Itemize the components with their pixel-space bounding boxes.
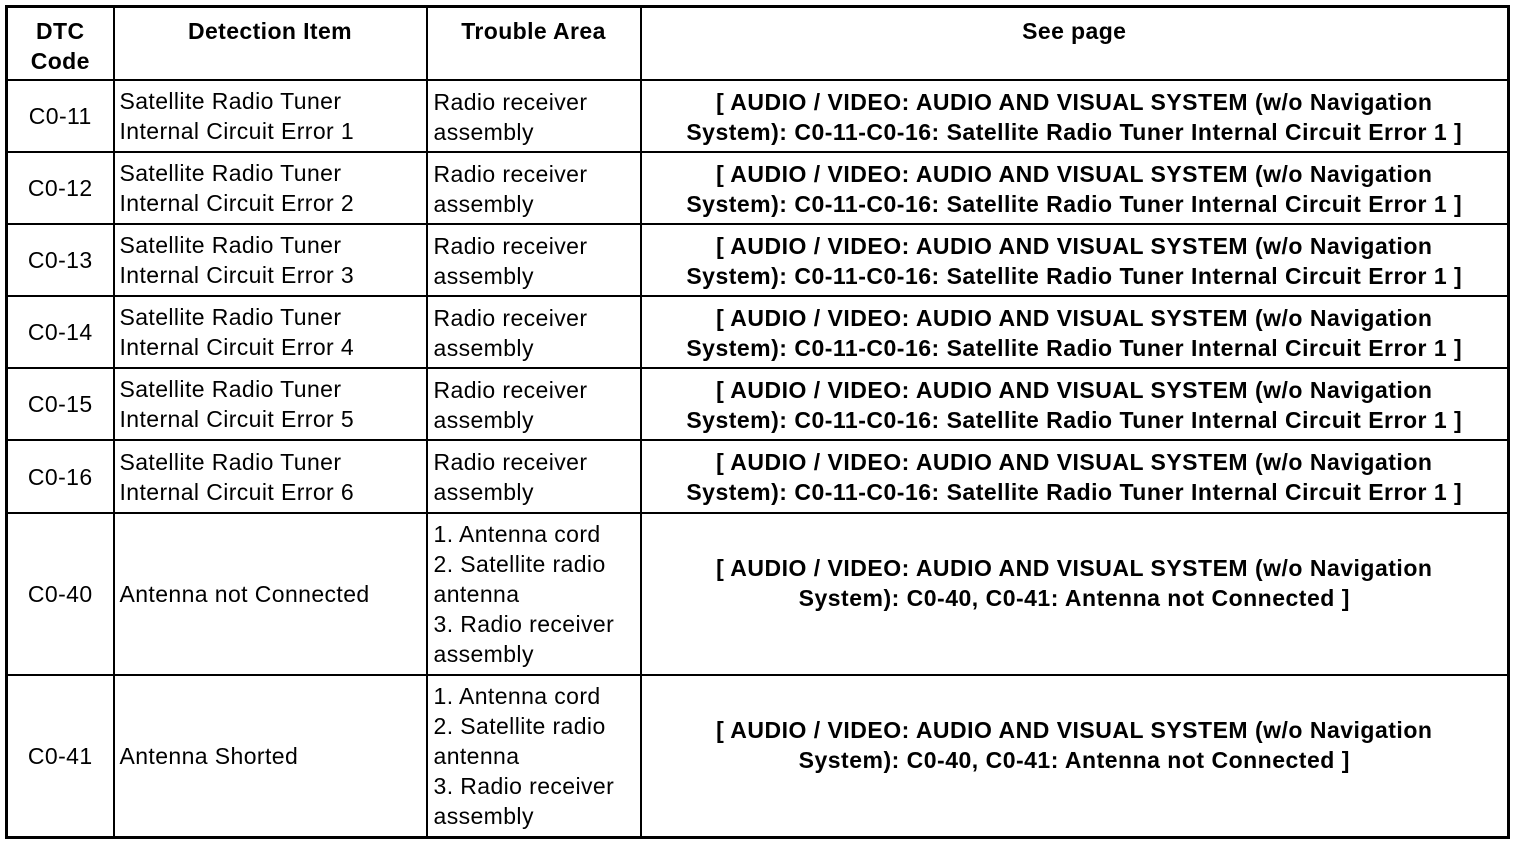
table-row <box>7 296 1509 368</box>
detection-item-line: Satellite Radio Tuner <box>119 159 342 186</box>
table-header-row <box>7 7 1509 80</box>
table-row <box>7 440 1509 512</box>
see-page-link-line[interactable]: System): C0-11-C0-16: Satellite Radio Tuner Internal Circuit Error 1 ] <box>686 190 1463 217</box>
detection-item-cell <box>114 675 427 837</box>
detection-item-line: Satellite Radio Tuner <box>119 376 342 403</box>
see-page-link-line[interactable]: [ AUDIO / VIDEO: AUDIO AND VISUAL SYSTEM (w/o Navigation <box>716 717 1433 744</box>
header-dtc-code-line: DTC <box>36 18 85 44</box>
table-row <box>7 80 1509 152</box>
dtc-code-cell: C0-13 <box>7 224 114 296</box>
table-row <box>7 152 1509 224</box>
trouble-area-line: Radio receiver <box>433 377 588 404</box>
table-row <box>7 675 1509 837</box>
trouble-area-line: assembly <box>433 118 534 145</box>
detection-item-cell <box>114 513 427 675</box>
dtc-code-cell: C0-12 <box>7 152 114 224</box>
detection-item-line: Satellite Radio Tuner <box>119 304 342 331</box>
see-page-link-line[interactable]: [ AUDIO / VIDEO: AUDIO AND VISUAL SYSTEM (w/o Navigation <box>716 88 1433 115</box>
dtc-code-cell: C0-16 <box>7 440 114 512</box>
trouble-area-line: assembly <box>433 190 534 217</box>
detection-item-line: Internal Circuit Error 1 <box>119 117 355 144</box>
trouble-area-line: 2. Satellite radio <box>433 550 606 577</box>
trouble-area-line: 3. Radio receiver <box>433 610 615 637</box>
see-page-link-line[interactable]: [ AUDIO / VIDEO: AUDIO AND VISUAL SYSTEM (w/o Navigation <box>716 449 1433 476</box>
see-page-cell <box>641 152 1509 224</box>
trouble-area-line: 3. Radio receiver <box>433 773 615 800</box>
detection-item-line: Satellite Radio Tuner <box>119 87 342 114</box>
header-dtc-code <box>7 7 114 80</box>
trouble-area-line: assembly <box>433 803 534 830</box>
dtc-table <box>5 5 1510 839</box>
see-page-cell <box>641 513 1509 675</box>
trouble-area-cell <box>427 513 641 675</box>
detection-item-line: Internal Circuit Error 2 <box>119 189 355 216</box>
see-page-cell <box>641 368 1509 440</box>
detection-item-cell <box>114 224 427 296</box>
dtc-code-cell: C0-14 <box>7 296 114 368</box>
see-page-cell <box>641 80 1509 152</box>
header-dtc-code-line: Code <box>30 48 90 74</box>
trouble-area-line: antenna <box>433 743 520 770</box>
trouble-area-line: Radio receiver <box>433 232 588 259</box>
detection-item-line: Internal Circuit Error 5 <box>119 406 355 433</box>
see-page-link-line[interactable]: [ AUDIO / VIDEO: AUDIO AND VISUAL SYSTEM (w/o Navigation <box>716 232 1433 259</box>
detection-item-line: Internal Circuit Error 3 <box>119 261 355 288</box>
see-page-link-line[interactable]: [ AUDIO / VIDEO: AUDIO AND VISUAL SYSTEM (w/o Navigation <box>716 305 1433 332</box>
detection-item-cell <box>114 368 427 440</box>
detection-item-line: Internal Circuit Error 4 <box>119 334 355 361</box>
trouble-area-line: Radio receiver <box>433 305 588 332</box>
dtc-code-cell: C0-41 <box>7 675 114 837</box>
table-body <box>7 80 1509 838</box>
header-trouble-area: Trouble Area <box>427 7 641 80</box>
detection-item-cell <box>114 80 427 152</box>
trouble-area-line: 1. Antenna cord <box>433 683 601 710</box>
trouble-area-line: Radio receiver <box>433 449 588 476</box>
see-page-cell <box>641 440 1509 512</box>
see-page-link-line[interactable]: System): C0-11-C0-16: Satellite Radio Tuner Internal Circuit Error 1 ] <box>686 407 1463 434</box>
see-page-link-line[interactable]: System): C0-40, C0-41: Antenna not Connected ] <box>798 584 1350 611</box>
dtc-code-cell: C0-15 <box>7 368 114 440</box>
dtc-code-cell: C0-11 <box>7 80 114 152</box>
trouble-area-line: assembly <box>433 335 534 362</box>
header-see-page: See page <box>641 7 1509 80</box>
detection-item-line: Antenna not Connected <box>119 580 370 607</box>
trouble-area-cell <box>427 152 641 224</box>
see-page-link-line[interactable]: [ AUDIO / VIDEO: AUDIO AND VISUAL SYSTEM (w/o Navigation <box>716 160 1433 187</box>
trouble-area-line: assembly <box>433 262 534 289</box>
see-page-cell <box>641 675 1509 837</box>
detection-item-line: Satellite Radio Tuner <box>119 231 342 258</box>
detection-item-line: Satellite Radio Tuner <box>119 448 342 475</box>
detection-item-line: Antenna Shorted <box>119 743 299 770</box>
trouble-area-cell <box>427 440 641 512</box>
detection-item-cell <box>114 152 427 224</box>
see-page-link-line[interactable]: System): C0-11-C0-16: Satellite Radio Tuner Internal Circuit Error 1 ] <box>686 118 1463 145</box>
see-page-link-line[interactable]: System): C0-11-C0-16: Satellite Radio Tuner Internal Circuit Error 1 ] <box>686 262 1463 289</box>
header-detection-item: Detection Item <box>114 7 427 80</box>
trouble-area-cell <box>427 224 641 296</box>
see-page-link-line[interactable]: System): C0-40, C0-41: Antenna not Connected ] <box>798 747 1350 774</box>
trouble-area-cell <box>427 80 641 152</box>
see-page-cell <box>641 296 1509 368</box>
see-page-link-line[interactable]: [ AUDIO / VIDEO: AUDIO AND VISUAL SYSTEM (w/o Navigation <box>716 554 1433 581</box>
detection-item-cell <box>114 440 427 512</box>
table-row <box>7 513 1509 675</box>
trouble-area-line: Radio receiver <box>433 88 588 115</box>
table-row <box>7 368 1509 440</box>
trouble-area-line: antenna <box>433 580 520 607</box>
trouble-area-line: Radio receiver <box>433 160 588 187</box>
dtc-code-cell: C0-40 <box>7 513 114 675</box>
see-page-link-line[interactable]: System): C0-11-C0-16: Satellite Radio Tuner Internal Circuit Error 1 ] <box>686 335 1463 362</box>
trouble-area-cell <box>427 368 641 440</box>
trouble-area-line: assembly <box>433 640 534 667</box>
see-page-link-line[interactable]: System): C0-11-C0-16: Satellite Radio Tuner Internal Circuit Error 1 ] <box>686 479 1463 506</box>
trouble-area-cell <box>427 675 641 837</box>
see-page-cell <box>641 224 1509 296</box>
table-row <box>7 224 1509 296</box>
detection-item-line: Internal Circuit Error 6 <box>119 478 355 505</box>
trouble-area-line: assembly <box>433 479 534 506</box>
trouble-area-line: 2. Satellite radio <box>433 713 606 740</box>
trouble-area-line: assembly <box>433 407 534 434</box>
trouble-area-line: 1. Antenna cord <box>433 520 601 547</box>
trouble-area-cell <box>427 296 641 368</box>
detection-item-cell <box>114 296 427 368</box>
see-page-link-line[interactable]: [ AUDIO / VIDEO: AUDIO AND VISUAL SYSTEM (w/o Navigation <box>716 377 1433 404</box>
